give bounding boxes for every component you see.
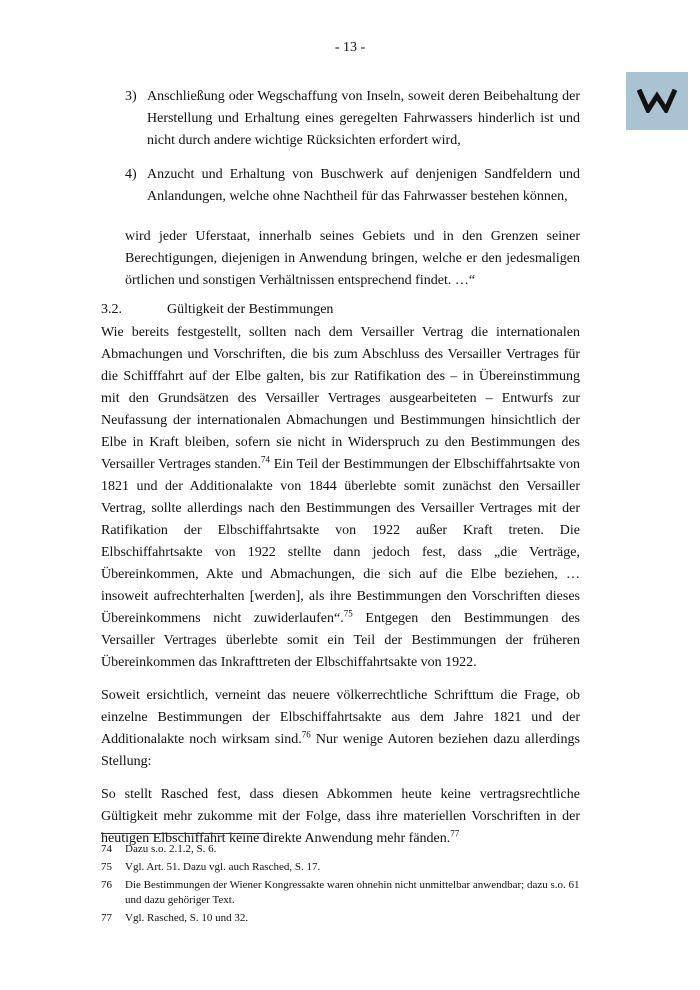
footnote-text: Vgl. Art. 51. Dazu vgl. auch Rasched, S. 17.	[125, 861, 321, 873]
quote-end-paragraph: wird jeder Uferstaat, innerhalb seines Gebiets und in den Grenzen seiner Berechtigungen, diejenigen in Anwendung bringen, welche er den jedesmaligen örtlichen und sonstigen Verhältnissen entsprechend findet. …“	[125, 229, 580, 288]
footnote-number: 74	[101, 843, 112, 855]
list-item-number: 4)	[125, 167, 137, 182]
footnote	[101, 911, 580, 926]
paragraph-text: So stellt Rasched fest, dass diesen Abkommen heute keine vertragsrechtliche Gültigkeit mehr zukomme mit der Folge, dass ihre materiellen Vorschriften in der heutigen Elbschiffahrt keine direkte Anwendung mehr fänden.	[101, 787, 580, 846]
paragraph	[101, 784, 580, 850]
footnote-divider	[101, 833, 269, 834]
paragraph	[101, 322, 580, 674]
footnote	[101, 860, 580, 875]
body-text	[101, 322, 580, 861]
paragraph-text: Nur wenige Autoren beziehen dazu allerdings Stellung:	[101, 732, 580, 769]
section-heading	[101, 299, 333, 321]
footnote-number: 76	[101, 879, 112, 891]
paragraph-text: Ein Teil der Bestimmungen der Elbschiffahrtsakte von 1821 und der Additionalakte von 1844 überlebte somit zunächst den Versailler Vertrag, sollte allerdings nach den Bestimmungen des Versailler Vertrages mit der Ratifikation der Elbschiffahrtsakte von 1922 außer Kraft treten. Die Elbschiffahrtsakte von 1922 stellte dann jedoch fest, dass „die Verträge, Übereinkommen, Akte und Abmachungen, die sich auf die Elbe beziehen, … insoweit aufrechterhalten [werden], als ihre Bestimmungen den Vorschriften dieses Übereinkommens nicht zuwiderlaufen“.	[101, 457, 580, 626]
footnote-number: 77	[101, 912, 112, 924]
quoted-list	[101, 86, 580, 292]
brand-tab	[626, 72, 688, 130]
page-number: - 13 -	[334, 40, 366, 55]
footnotes	[101, 842, 580, 929]
footnote	[101, 842, 580, 857]
footnote-text: Dazu s.o. 2.1.2, S. 6.	[125, 843, 217, 855]
list-item	[101, 86, 580, 152]
footnote-ref[interactable]: 76	[301, 729, 311, 740]
section-title: Gültigkeit der Bestimmungen	[167, 302, 334, 317]
footnote-text: Vgl. Rasched, S. 10 und 32.	[125, 912, 249, 924]
footnote-number: 75	[101, 861, 112, 873]
list-item-text: Anzucht und Erhaltung von Buschwerk auf denjenigen Sandfeldern und Anlandungen, welche ohne Nachtheil für das Fahrwasser bestehen können,	[147, 167, 580, 204]
paragraph-text: Soweit ersichtlich, verneint das neuere völkerrechtliche Schrifttum die Frage, ob einzelne Bestimmungen der Elbschiffahrtsakte aus dem Jahre 1821 und der Additionalakte noch wirksam sind.	[101, 688, 580, 747]
w-logo-icon	[637, 89, 677, 113]
list-item	[101, 164, 580, 208]
section-number: 3.2.	[101, 302, 122, 317]
footnote-ref[interactable]: 75	[343, 608, 353, 619]
paragraph	[101, 685, 580, 773]
paragraph-text: Entgegen den Bestimmungen des Versailler Vertrages überlebte somit ein Teil der Bestimmungen der früheren Übereinkommen das Inkrafttreten der Elbschiffahrtsakte von 1922.	[101, 611, 580, 670]
footnote-ref[interactable]: 77	[450, 828, 460, 839]
paragraph-text: Wie bereits festgestellt, sollten nach dem Versailler Vertrag die internationalen Abmachungen und Vorschriften, die bis zum Abschluss des Versailler Vertrages für die Schifffahrt auf der Elbe galten, bis zur Ratifikation des – in Übereinstimmung mit den Grundsätzen des Versailler Vertrages ausgearbeiteten – Entwurfs zur Neufassung der internationalen Abmachungen und Bestimmungen hinsichtlich der Elbe in Kraft bleiben, sofern sie nicht in Widerspruch zu den Bestimmungen des Versailler Vertrages standen.	[101, 325, 580, 472]
list-item-text: Anschließung oder Wegschaffung von Inseln, soweit deren Beibehaltung der Herstellung und Erhaltung eines geregelten Fahrwassers hinderlich ist und nicht durch andere wichtige Rücksichten erfordert wird,	[147, 89, 580, 148]
footnote	[101, 878, 580, 908]
footnote-text: Die Bestimmungen der Wiener Kongressakte waren ohnehin nicht unmittelbar anwendbar; dazu s.o. 61 und dazu gehöriger Text.	[125, 879, 580, 906]
list-item-number: 3)	[125, 89, 137, 104]
footnote-ref[interactable]: 74	[260, 454, 270, 465]
